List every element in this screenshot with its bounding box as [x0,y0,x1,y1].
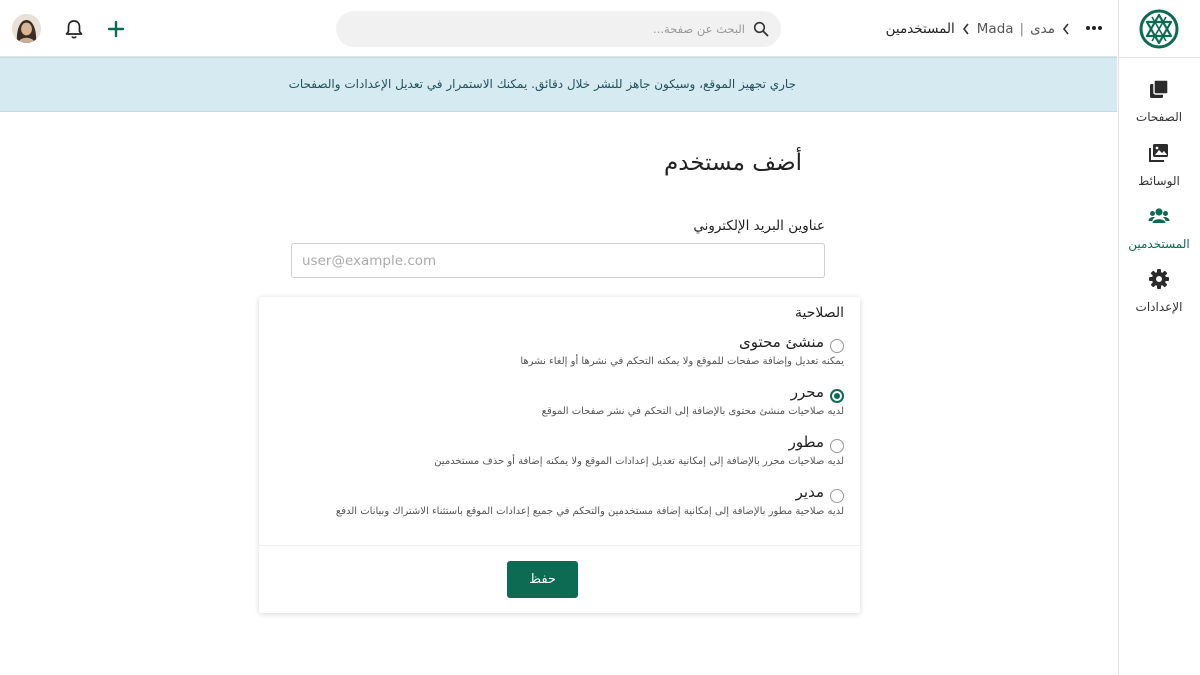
sidebar [1118,0,1200,675]
search-icon [753,21,769,37]
gear-icon [1148,268,1170,290]
sidebar-item-label: الوسائط [1138,174,1180,188]
permissions-title: الصلاحية [794,305,844,321]
breadcrumb-separator: | [1019,21,1025,37]
role-name: منشئ محتوى [739,333,824,351]
sidebar-item-media[interactable] [1118,142,1200,196]
more-icon[interactable] [1084,16,1104,40]
breadcrumb-site-latin[interactable]: Mada [976,21,1014,37]
avatar-image [12,14,41,43]
media-icon [1148,142,1170,164]
breadcrumb-site[interactable]: مدى [1030,21,1055,37]
role-description: لديه صلاحيات منشئ محتوى بالإضافة إلى التحكم في نشر صفحات الموقع [541,406,844,417]
role-name: محرر [790,383,824,401]
role-radio[interactable] [830,389,844,403]
role-name: مدير [795,483,824,501]
card-divider [259,545,860,546]
chevron-left-icon [961,22,971,36]
role-radio[interactable] [830,339,844,353]
permissions-card [259,297,860,613]
plus-icon[interactable] [105,18,127,40]
sidebar-item-label: المستخدمين [1128,237,1190,251]
sidebar-item-users[interactable] [1118,205,1200,259]
email-label: عناوين البريد الإلكتروني [693,218,825,234]
role-name: مطور [788,433,824,451]
role-radio[interactable] [830,439,844,453]
avatar[interactable] [12,14,41,43]
role-radio[interactable] [830,489,844,503]
role-option-content-creator[interactable] [284,333,844,377]
role-option-developer[interactable] [284,433,844,477]
save-button[interactable]: حفظ [507,561,578,598]
sidebar-item-settings[interactable] [1118,268,1200,322]
role-description: لديه صلاحيات محرر بالإضافة إلى إمكانية تعديل إعدادات الموقع ولا يمكنه إضافة أو حذف مستخدمين [434,456,844,467]
role-option-admin[interactable] [284,483,844,527]
bell-icon[interactable] [64,18,84,40]
role-description: يمكنه تعديل وإضافة صفحات للموقع ولا يمكنه التحكم في نشرها أو إلغاء نشرها [520,356,844,367]
sidebar-item-pages[interactable] [1118,78,1200,132]
sidebar-item-label: الصفحات [1135,110,1183,124]
search-bar[interactable] [336,11,781,47]
site-status-banner [0,57,1117,112]
role-option-editor[interactable] [284,383,844,427]
page-title: أضف مستخدم [664,150,802,176]
search-input[interactable] [365,11,745,47]
pages-icon [1148,78,1170,100]
banner-text: جاري تجهيز الموقع، وسيكون جاهز للنشر خلال دقائق. يمكنك الاستمرار في تعديل الإعدادات والصفحات [288,77,796,91]
site-logo[interactable] [1138,8,1180,50]
breadcrumb [886,19,1077,39]
breadcrumb-current: المستخدمين [885,21,955,37]
sidebar-item-label: الإعدادات [1135,300,1183,314]
sidebar-divider [1118,57,1200,58]
role-description: لديه صلاحية مطور بالإضافة إلى إمكانية إضافة مستخدمين والتحكم في جميع إعدادات الموقع باستثناء الاشتراك وبيانات الدفع [335,506,844,517]
users-icon [1148,205,1170,227]
chevron-left-icon [1061,22,1071,36]
email-field[interactable] [291,243,825,278]
top-bar [0,0,1117,57]
